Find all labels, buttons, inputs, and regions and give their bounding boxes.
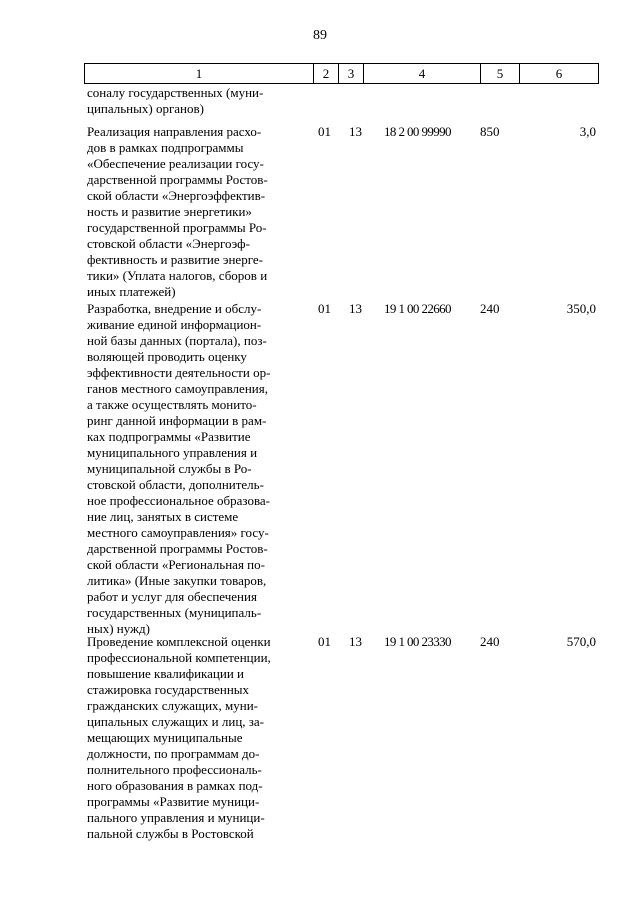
row-description: соналу государственных (муни- ципальных) органов)	[87, 85, 264, 116]
row-description: Разработка, внедрение и обслу- живание единой информацион- ной базы данных (портала), поз- воляющей проводить оценку эффективности деятельности ор- ганов местного самоуправления, а также осуществлять монито- ринг данной информации в рам- ках подпрограммы «Развитие муниципального управления и муниципальной службы в Ро- стовской области, дополнитель- ное профессиональное образова- ние лиц, занятых в системе местного самоуправления» госу- дарственной программы Ростов- ской области «Региональная по- литика» (Иные закупки товаров, работ и услуг для обеспечения государственных (муниципаль- ных) нужд)	[87, 301, 271, 636]
row-section: 01	[318, 124, 331, 139]
row-section: 01	[318, 634, 331, 649]
row-target-article: 19 1 00 22660	[384, 301, 451, 316]
header-col-2: 2	[314, 64, 339, 83]
row-expense-type: 240	[480, 634, 500, 649]
row-expense-type: 240	[480, 301, 500, 316]
row-subsection: 13	[349, 124, 362, 139]
header-col-1: 1	[85, 64, 314, 83]
header-col-4: 4	[364, 64, 481, 83]
row-description: Реализация направления расхо- дов в рамках подпрограммы «Обеспечение реализации госу- дарственной программы Ростов- ской области «Энергоэффектив- ность и развитие энергетики» государственной программы Ро- стовской области «Энергоэф- фективность и развитие энерге- тики» (Уплата налогов, сборов и иных платежей)	[87, 124, 268, 299]
row-amount: 3,0	[579, 124, 596, 139]
header-col-6: 6	[555, 66, 563, 81]
row-expense-type: 850	[480, 124, 500, 139]
row-amount: 350,0	[566, 301, 596, 316]
row-subsection: 13	[349, 301, 362, 316]
header-col-5: 5	[481, 64, 520, 83]
row-amount: 570,0	[566, 634, 596, 649]
row-description: Проведение комплексной оценки профессиональной компетенции, повышение квалификации и стажировка государственных гражданских служащих, муни- ципальных служащих и лиц, за- мещающих муниципальные должности, по программам до- полнительного профессиональ- ного образования в рамках под- программы «Развитие муници- пального управления и муници- пальной службы в Ростовской	[87, 634, 271, 841]
page-number: 89	[313, 28, 327, 43]
row-subsection: 13	[349, 634, 362, 649]
row-section: 01	[318, 301, 331, 316]
row-target-article: 18 2 00 99990	[384, 124, 451, 139]
row-target-article: 19 1 00 23330	[384, 634, 451, 649]
header-col-3: 3	[339, 64, 364, 83]
table-header	[84, 63, 599, 84]
